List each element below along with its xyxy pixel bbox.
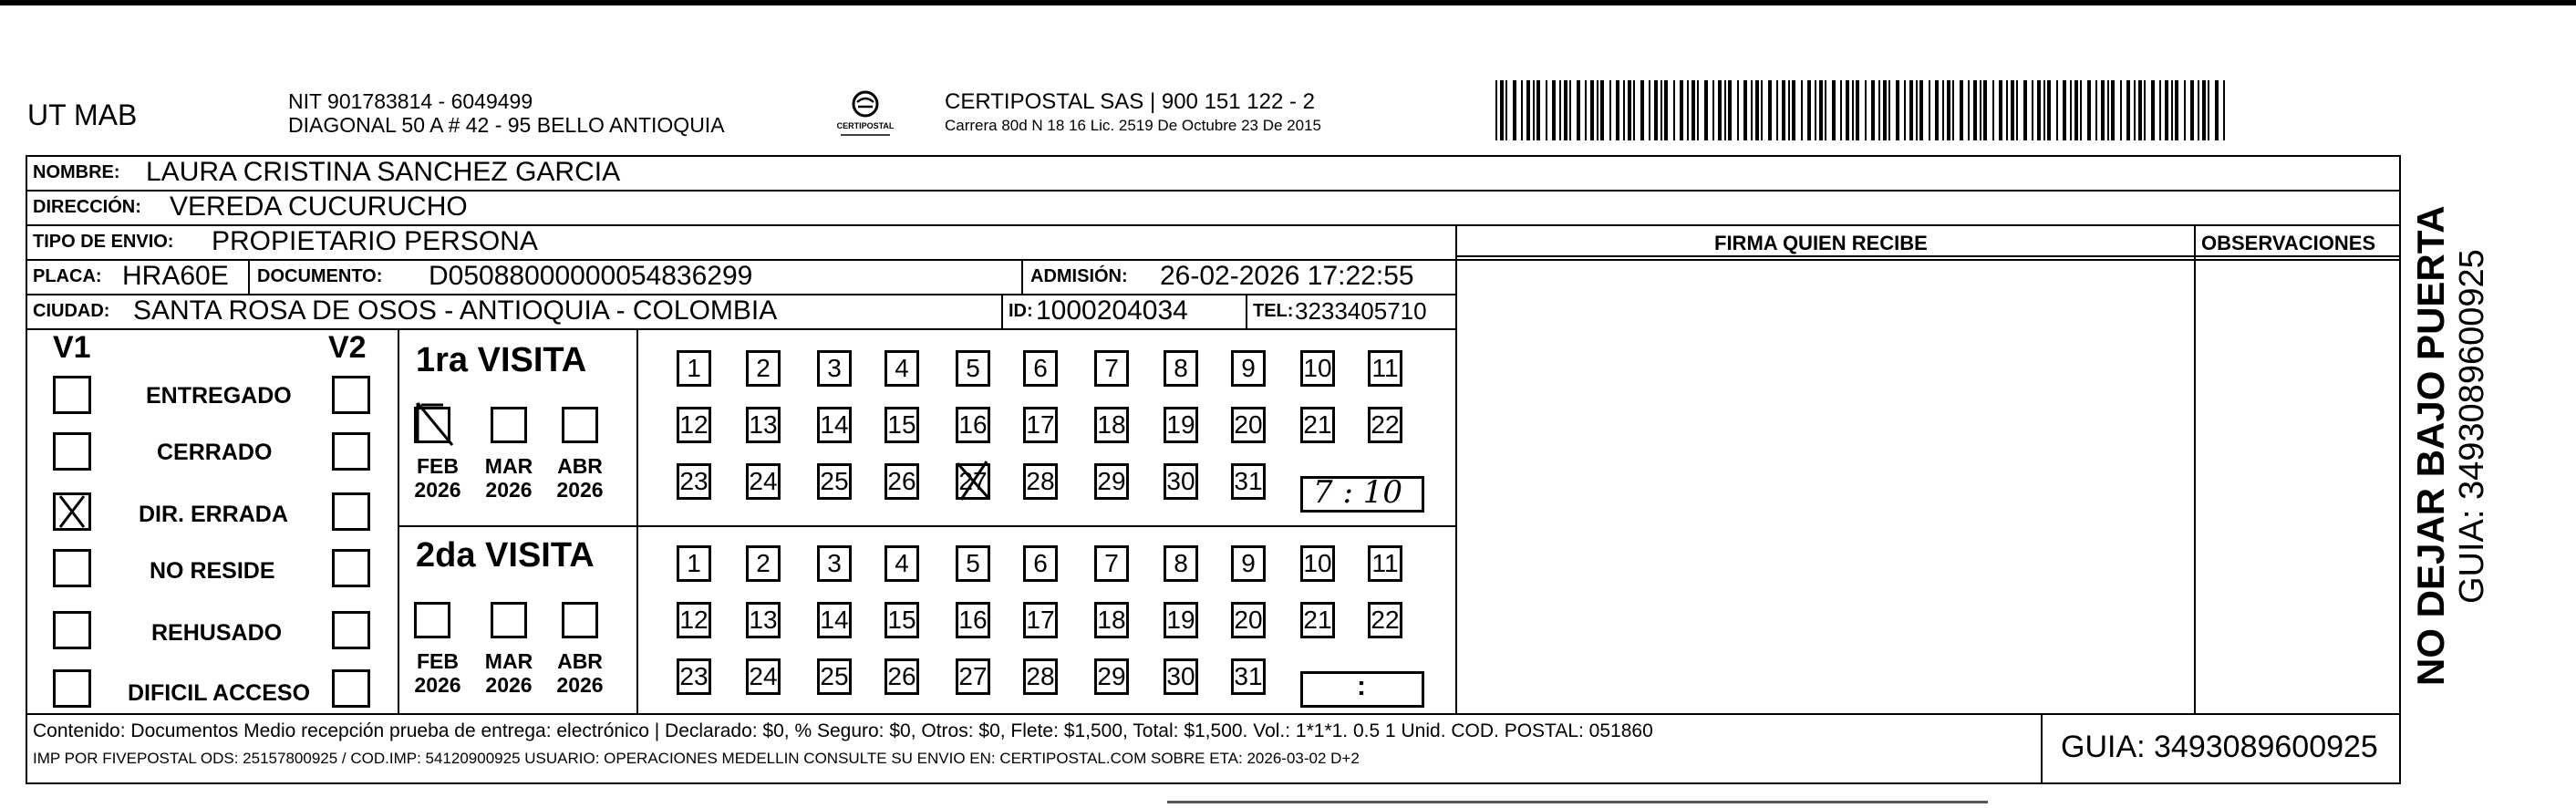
visit1-day-23[interactable]: 23 (677, 463, 711, 500)
visit2-day-25[interactable]: 25 (817, 658, 852, 695)
company-name: CERTIPOSTAL SAS | 900 151 122 - 2 (945, 89, 1315, 114)
visit1-day-13[interactable]: 13 (746, 407, 781, 443)
visit1-title: 1ra VISITA (416, 341, 587, 379)
status-label-entregado: ENTREGADO (146, 383, 292, 409)
observaciones-header: OBSERVACIONES (2201, 232, 2376, 254)
frame-bottom (26, 782, 2401, 784)
v1-checkbox-entregado[interactable] (53, 376, 91, 414)
documento-label: DOCUMENTO: (257, 266, 383, 286)
col-line (248, 259, 250, 294)
visit2-day-14[interactable]: 14 (817, 602, 852, 638)
visit2-day-16[interactable]: 16 (956, 602, 990, 638)
visit2-day-13[interactable]: 13 (746, 602, 781, 638)
visit2-day-3[interactable]: 3 (817, 545, 852, 582)
side-guia: GUIA: 3493089600925 (2453, 249, 2491, 604)
visit1-day-10[interactable]: 10 (1300, 350, 1335, 387)
frame-right (2399, 155, 2401, 784)
tel-value: 3233405710 (1295, 297, 1427, 325)
tipo-envio-label: TIPO DE ENVIO: (33, 232, 174, 252)
v2-label: V2 (328, 330, 367, 365)
visit1-day-29[interactable]: 29 (1094, 463, 1129, 500)
visit2-day-30[interactable]: 30 (1164, 658, 1198, 695)
footer-contenido: Contenido: Documentos Medio recepción prueba de entrega: electrónico | Declarado: $0, % Seguro: $0, Otros: $0, Flete: $1,500, Total: $1,500. Vol.: 1*1*1. 0.5 1 Unid. COD. POSTAL: 051860 (33, 720, 1653, 741)
row-line (26, 713, 2401, 715)
visit2-day-31[interactable]: 31 (1231, 658, 1266, 695)
visit1-day-31[interactable]: 31 (1231, 463, 1266, 500)
visit2-day-12[interactable]: 12 (677, 602, 711, 638)
visit2-day-27[interactable]: 27 (956, 658, 990, 695)
v2-checkbox-rehusado[interactable] (332, 611, 370, 649)
v2-checkbox-dir-errada[interactable] (332, 492, 370, 531)
col-line (2041, 713, 2043, 782)
visit1-day-1[interactable]: 1 (677, 350, 711, 387)
certipostal-logo (832, 88, 899, 144)
visit2-month-feb-checkbox[interactable] (414, 602, 450, 638)
visit2-title: 2da VISITA (416, 536, 595, 575)
barcode (1495, 80, 2225, 140)
visit2-month-abr-checkbox[interactable] (562, 602, 598, 638)
v2-checkbox-no-reside[interactable] (332, 549, 370, 587)
col-line (1021, 259, 1023, 294)
status-label-dificil-acceso: DIFICIL ACCESO (128, 680, 311, 706)
admision-label: ADMISIÓN: (1030, 266, 1128, 286)
col-line (1001, 294, 1003, 328)
direccion-label: DIRECCIÓN: (33, 197, 141, 217)
id-label: ID: (1009, 301, 1033, 321)
visit1-month-mar-checkbox[interactable] (491, 407, 527, 443)
visit2-day-23[interactable]: 23 (677, 658, 711, 695)
visit2-day-5[interactable]: 5 (956, 545, 990, 582)
tel-label: TEL: (1253, 301, 1294, 321)
v2-checkbox-entregado[interactable] (332, 376, 370, 414)
v2-checkbox-dificil-acceso[interactable] (332, 669, 370, 708)
visit2-day-17[interactable]: 17 (1023, 602, 1058, 638)
visit2-day-4[interactable]: 4 (885, 545, 919, 582)
visit2-day-6[interactable]: 6 (1023, 545, 1058, 582)
sender-name: UT MAB (27, 98, 138, 131)
visit2-day-9[interactable]: 9 (1231, 545, 1266, 582)
visit2-day-19[interactable]: 19 (1164, 602, 1198, 638)
svg-text:CERTIPOSTAL: CERTIPOSTAL (836, 121, 895, 130)
firma-header: FIRMA QUIEN RECIBE (1714, 232, 1928, 254)
visit1-day-17[interactable]: 17 (1023, 407, 1058, 443)
visit2-day-26[interactable]: 26 (885, 658, 919, 695)
visit1-day-4[interactable]: 4 (885, 350, 919, 387)
visit1-day-8[interactable]: 8 (1164, 350, 1198, 387)
visit1-day-20[interactable]: 20 (1231, 407, 1266, 443)
visit2-day-29[interactable]: 29 (1094, 658, 1129, 695)
status-label-dir-errada: DIR. ERRADA (139, 502, 288, 527)
ciudad-label: CIUDAD: (33, 301, 110, 321)
v1-label: V1 (53, 330, 91, 365)
frame-left (26, 155, 27, 784)
visit2-day-18[interactable]: 18 (1094, 602, 1129, 638)
visit2-day-22[interactable]: 22 (1368, 602, 1402, 638)
nombre-label: NOMBRE: (33, 162, 120, 182)
visit2-day-7[interactable]: 7 (1094, 545, 1129, 582)
col-line (398, 330, 399, 713)
ciudad-value: SANTA ROSA DE OSOS - ANTIOQUIA - COLOMBIA (133, 295, 778, 326)
row-line (398, 525, 1455, 527)
status-label-no-reside: NO RESIDE (150, 558, 275, 584)
v1-checkbox-dificil-acceso[interactable] (53, 669, 91, 708)
visit2-day-11[interactable]: 11 (1368, 545, 1402, 582)
nombre-value: LAURA CRISTINA SANCHEZ GARCIA (146, 157, 621, 187)
v1-checkbox-dir-errada[interactable] (53, 492, 91, 531)
visit2-day-28[interactable]: 28 (1023, 658, 1058, 695)
sender-address: DIAGONAL 50 A # 42 - 95 BELLO ANTIOQUIA (288, 113, 725, 137)
visit1-day-21[interactable]: 21 (1300, 407, 1335, 443)
visit1-day-3[interactable]: 3 (817, 350, 852, 387)
visit1-day-26[interactable]: 26 (885, 463, 919, 500)
visit2-day-15[interactable]: 15 (885, 602, 919, 638)
col-line (1246, 294, 1247, 328)
admision-value: 26-02-2026 17:22:55 (1160, 261, 1414, 291)
v2-checkbox-cerrado[interactable] (332, 432, 370, 471)
visit1-day-2[interactable]: 2 (746, 350, 781, 387)
visit1-day-16[interactable]: 16 (956, 407, 990, 443)
col-line (1455, 224, 1457, 713)
visit1-month-label: FEB 2026 (414, 454, 461, 502)
visit1-day-22[interactable]: 22 (1368, 407, 1402, 443)
v1-checkbox-rehusado[interactable] (53, 611, 91, 649)
visit2-month-label: FEB 2026 (414, 649, 461, 697)
visit2-day-8[interactable]: 8 (1164, 545, 1198, 582)
tipo-envio-value: PROPIETARIO PERSONA (212, 226, 538, 256)
col-line (636, 330, 638, 713)
v1-checkbox-cerrado[interactable] (53, 432, 91, 471)
company-license: Carrera 80d N 18 16 Lic. 2519 De Octubre 23 De 2015 (945, 117, 1321, 134)
placa-label: PLACA: (33, 266, 102, 286)
placa-value: HRA60E (122, 261, 229, 291)
visit2-day-1[interactable]: 1 (677, 545, 711, 582)
row-line (1455, 255, 2401, 257)
visit1-day-28[interactable]: 28 (1023, 463, 1058, 500)
col-line (2194, 224, 2196, 713)
visit2-day-21[interactable]: 21 (1300, 602, 1335, 638)
scan-top-border (0, 0, 2576, 5)
visit2-day-2[interactable]: 2 (746, 545, 781, 582)
visit1-day-11[interactable]: 11 (1368, 350, 1402, 387)
visit1-day-6[interactable]: 6 (1023, 350, 1058, 387)
visit1-day-9[interactable]: 9 (1231, 350, 1266, 387)
visit1-day-7[interactable]: 7 (1094, 350, 1129, 387)
footer-guia: GUIA: 3493089600925 (2061, 730, 2378, 764)
visit1-day-18[interactable]: 18 (1094, 407, 1129, 443)
scan-bottom-line (1167, 801, 1988, 803)
sender-nit: NIT 901783814 - 6049499 (288, 89, 533, 113)
visit2-time-value: : (1357, 671, 1366, 701)
visit2-day-20[interactable]: 20 (1231, 602, 1266, 638)
documento-value: D05088000000054836299 (429, 261, 753, 291)
visit2-month-mar-checkbox[interactable] (491, 602, 527, 638)
visit1-month-abr-checkbox[interactable] (562, 407, 598, 443)
visit1-day-5[interactable]: 5 (956, 350, 990, 387)
v1-checkbox-no-reside[interactable] (53, 549, 91, 587)
footer-imp: IMP POR FIVEPOSTAL ODS: 25157800925 / COD.IMP: 54120900925 USUARIO: OPERACIONES MEDELLIN CONSULTE SU ENVIO EN: CERTIPOSTAL.COM SOBRE ETA: 2026-03-02 D+2 (33, 750, 1360, 767)
visit1-month-label: MAR 2026 (484, 454, 533, 502)
visit1-month-feb-checkbox[interactable] (414, 407, 450, 443)
side-warning: NO DEJAR BAJO PUERTA (2409, 205, 2452, 686)
direccion-value: VEREDA CUCURUCHO (170, 192, 468, 222)
visit1-day-19[interactable]: 19 (1164, 407, 1198, 443)
visit2-day-24[interactable]: 24 (746, 658, 781, 695)
visit1-day-12[interactable]: 12 (677, 407, 711, 443)
visit1-day-25[interactable]: 25 (817, 463, 852, 500)
visit2-day-10[interactable]: 10 (1300, 545, 1335, 582)
visit1-month-label: ABR 2026 (556, 454, 604, 502)
visit1-time-value: 7 : 10 (1313, 474, 1402, 511)
status-label-cerrado: CERRADO (157, 440, 273, 465)
status-label-rehusado: REHUSADO (151, 620, 283, 646)
visit1-day-14[interactable]: 14 (817, 407, 852, 443)
id-value: 1000204034 (1036, 295, 1188, 326)
visit1-day-27[interactable]: 27 (956, 463, 990, 500)
visit2-month-label: MAR 2026 (484, 649, 533, 697)
row-line (26, 328, 1457, 330)
visit2-month-label: ABR 2026 (556, 649, 604, 697)
visit1-day-24[interactable]: 24 (746, 463, 781, 500)
visit1-day-30[interactable]: 30 (1164, 463, 1198, 500)
visit1-day-15[interactable]: 15 (885, 407, 919, 443)
